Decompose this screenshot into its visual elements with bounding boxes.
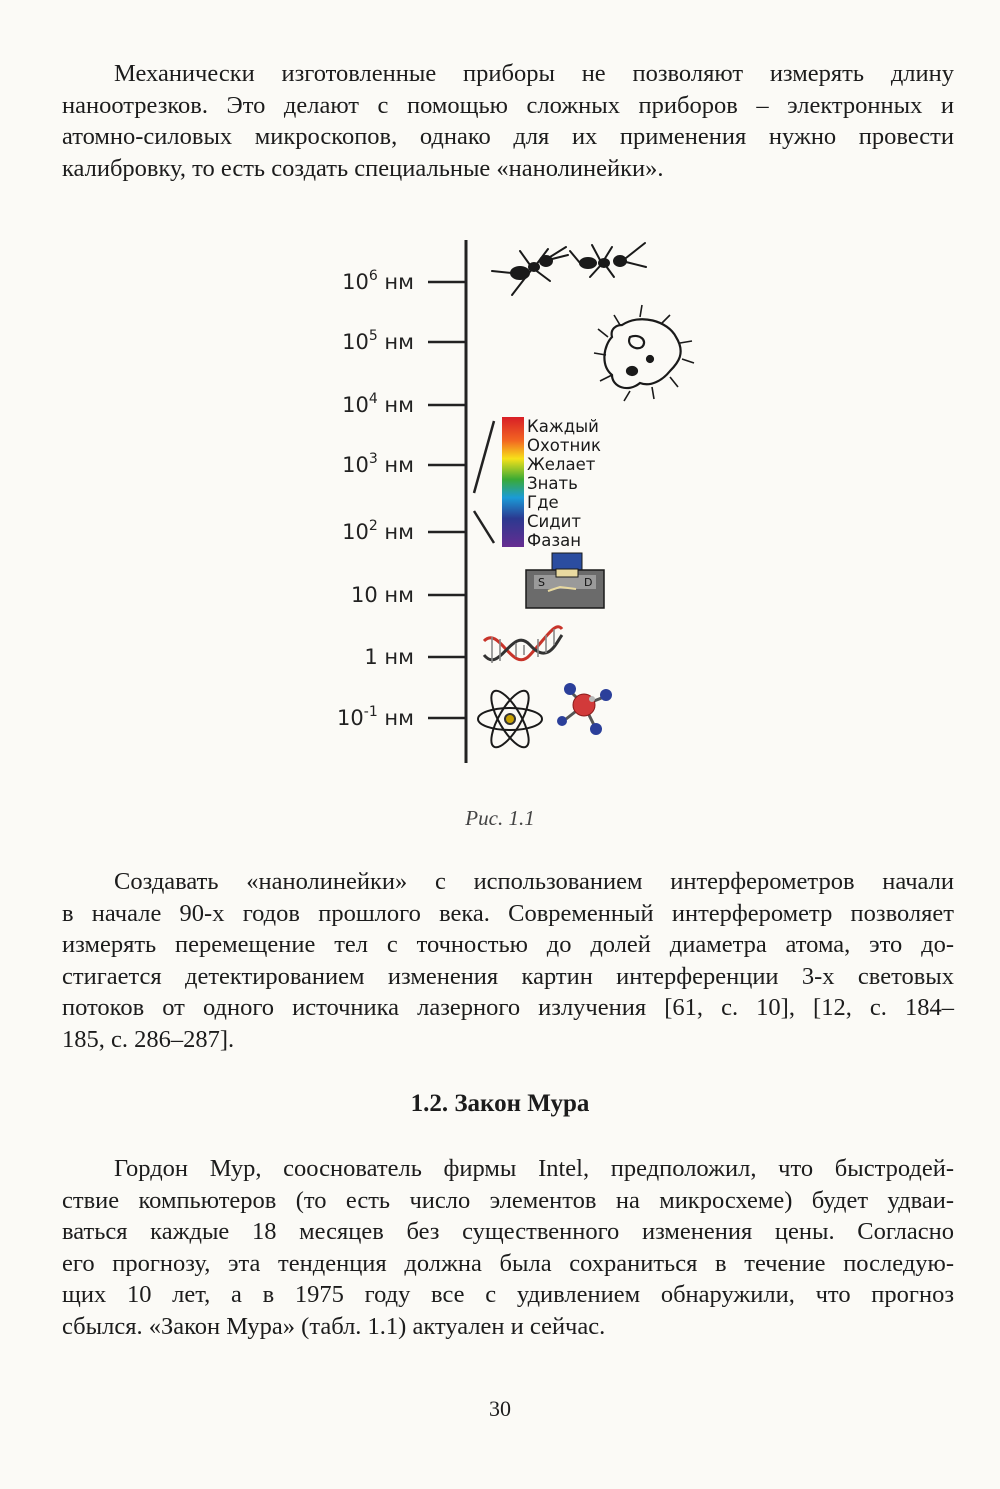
spectrum-words [527,417,601,550]
spectrum-bracket [474,421,494,543]
atom-icon [478,686,542,752]
paragraph-intro [62,58,954,184]
section-heading: 1.2. Закон Мура [410,1090,590,1117]
paragraph-moore-law [62,1153,954,1343]
scale-figure [0,225,1000,785]
paragraph-interferometer [62,866,954,1056]
text-line: сбылся. «Закон Мура» (табл. 1.1) актуален и сейчас. [62,1312,606,1340]
spectrum-word: Фазан [527,531,581,550]
text-line: его прогнозу, эта тенденция должна была сохраниться в течение последую- [62,1249,954,1277]
ant-icon [570,243,646,277]
scale-label: $10^3$ нм [342,451,414,477]
page-number: 30 [489,1396,511,1421]
text-line: измерять перемещение тел с точностью до долей диаметра атома, это до- [62,931,954,959]
visible-spectrum-bar [502,417,524,547]
text-line: в начале 90-х годов прошлого века. Современный интерферометр позволяет [62,899,954,927]
text-line: потоков от одного источника лазерного излучения [61, с. 10], [12, с. 184– [62,994,954,1022]
text-line: ствие компьютеров (то есть число элементов на микросхеме) будет удваи- [62,1186,954,1214]
text-line: атомно-силовых микроскопов, однако для их применения нужно провести [62,123,954,151]
scale-label: $10^4$ нм [342,391,414,417]
scale-label: $10^{-1}$ нм [337,704,414,730]
cell-icon [594,305,694,401]
scale-label: $10^2$ нм [342,518,414,544]
scale-label: 1 нм [364,645,414,669]
transistor-drain-label: D [584,576,593,589]
figure-caption: Рис. 1.1 [465,806,535,830]
spectrum-word: Где [527,493,559,512]
scale-label: 10 нм [351,583,414,607]
text-line: Механически изготовленные приборы не позволяют измерять длину [114,60,954,87]
text-line: щих 10 лет, а в 1975 году все с удивлением обнаружили, что прогноз [62,1281,954,1309]
text-line: калибровку, то есть создать специальные «нанолинейки». [62,154,664,182]
scale-label: $10^6$ нм [342,268,414,294]
spectrum-word: Знать [527,474,578,493]
ant-icon [492,247,568,295]
transistor-icon [526,553,604,608]
dna-helix-icon [484,627,562,663]
text-line: ваться каждые 18 месяцев без существенного изменения цены. Согласно [62,1218,954,1246]
text-line: Гордон Мур, сооснователь фирмы Intel, предположил, что быстродей- [114,1155,954,1182]
text-line: 185, с. 286–287]. [62,1025,235,1053]
scale-label: $10^5$ нм [342,328,414,354]
molecule-icon [557,683,612,735]
spectrum-word: Каждый [527,417,599,436]
text-line: наноотрезков. Это делают с помощью сложных приборов – электронных и [62,91,954,119]
spectrum-word: Сидит [527,512,581,531]
spectrum-word: Охотник [527,436,601,455]
text-line: стигается детектированием изменения картин интерференции 3-х световых [62,962,954,990]
text-line: Создавать «нанолинейки» с использованием интерферометров начали [114,868,954,895]
scale-ticks [428,282,466,718]
transistor-source-label: S [538,576,545,589]
spectrum-word: Желает [527,455,596,474]
scale-labels [337,268,414,730]
